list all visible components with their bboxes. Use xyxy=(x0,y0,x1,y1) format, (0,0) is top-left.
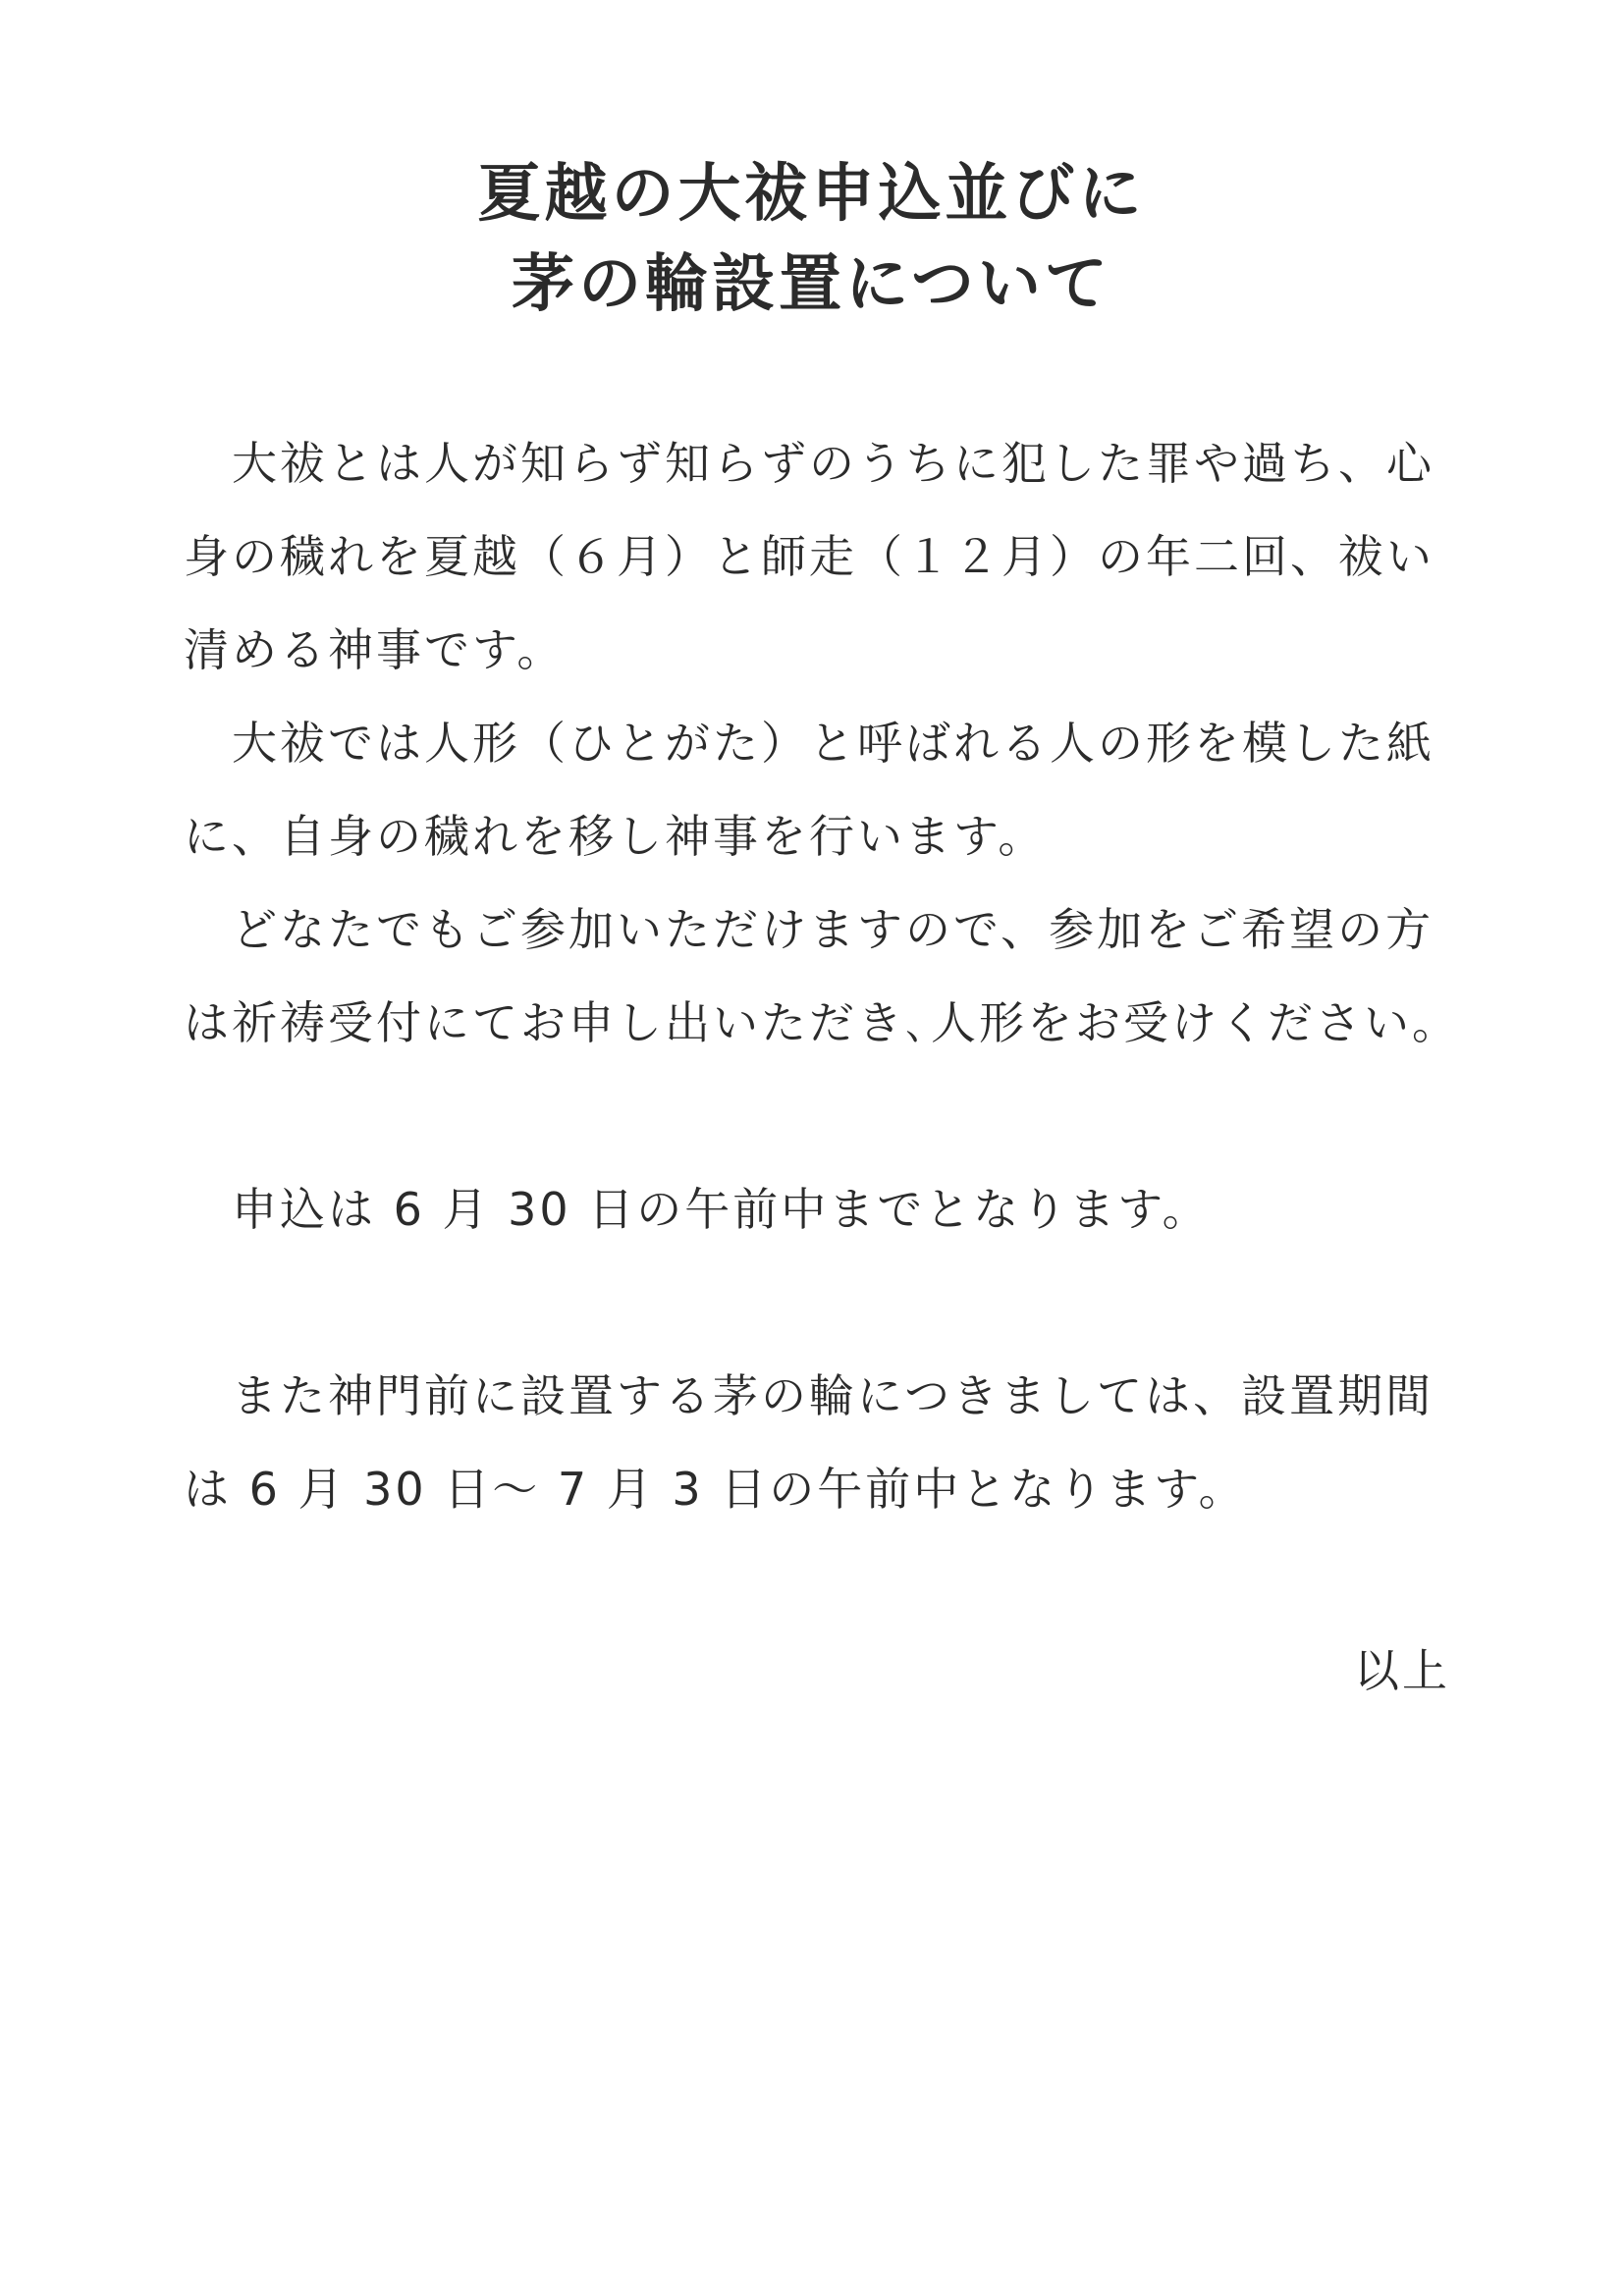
closing-mark: 以上 xyxy=(1354,1644,1450,1697)
paragraph-chinowa-period xyxy=(184,1350,1450,1536)
text-line: は祈祷受付にてお申し出いただき､人形をお受けください。 xyxy=(184,996,1460,1049)
text-line: 大祓とは人が知らず知らずのうちに犯した罪や過ち、心 xyxy=(184,437,1434,490)
paragraph-spacer xyxy=(184,1256,1450,1350)
text-line: は 6 月 30 日～ 7 月 3 日の午前中となります。 xyxy=(184,1463,1247,1516)
paragraph-spacer xyxy=(184,1070,1450,1163)
title-line: 茅の輪設置について xyxy=(512,248,1111,321)
text-line: 大祓では人形（ひとがた）と呼ばれる人の形を模した紙 xyxy=(184,717,1434,770)
text-line: どなたでもご参加いただけますので、参加をご希望の方 xyxy=(184,903,1434,956)
text-line: 申込は 6 月 30 日の午前中までとなります。 xyxy=(184,1183,1211,1236)
text-line: に、自身の穢れを移し神事を行います。 xyxy=(184,810,1047,863)
text-line: また神門前に設置する茅の輪につきましては、設置期間 xyxy=(184,1369,1434,1422)
paragraph-deadline xyxy=(184,1163,1450,1256)
paragraph-purification xyxy=(184,417,1450,697)
document-body xyxy=(184,417,1460,1536)
paragraph-participation xyxy=(184,883,1460,1070)
document-title xyxy=(0,149,1623,330)
text-line: 清める神事です。 xyxy=(184,623,566,676)
text-line: 身の穢れを夏越（６月）と師走（１２月）の年二回、祓い xyxy=(184,530,1434,583)
paragraph-hitogata xyxy=(184,697,1450,883)
title-line: 夏越の大祓申込並びに xyxy=(477,158,1146,231)
